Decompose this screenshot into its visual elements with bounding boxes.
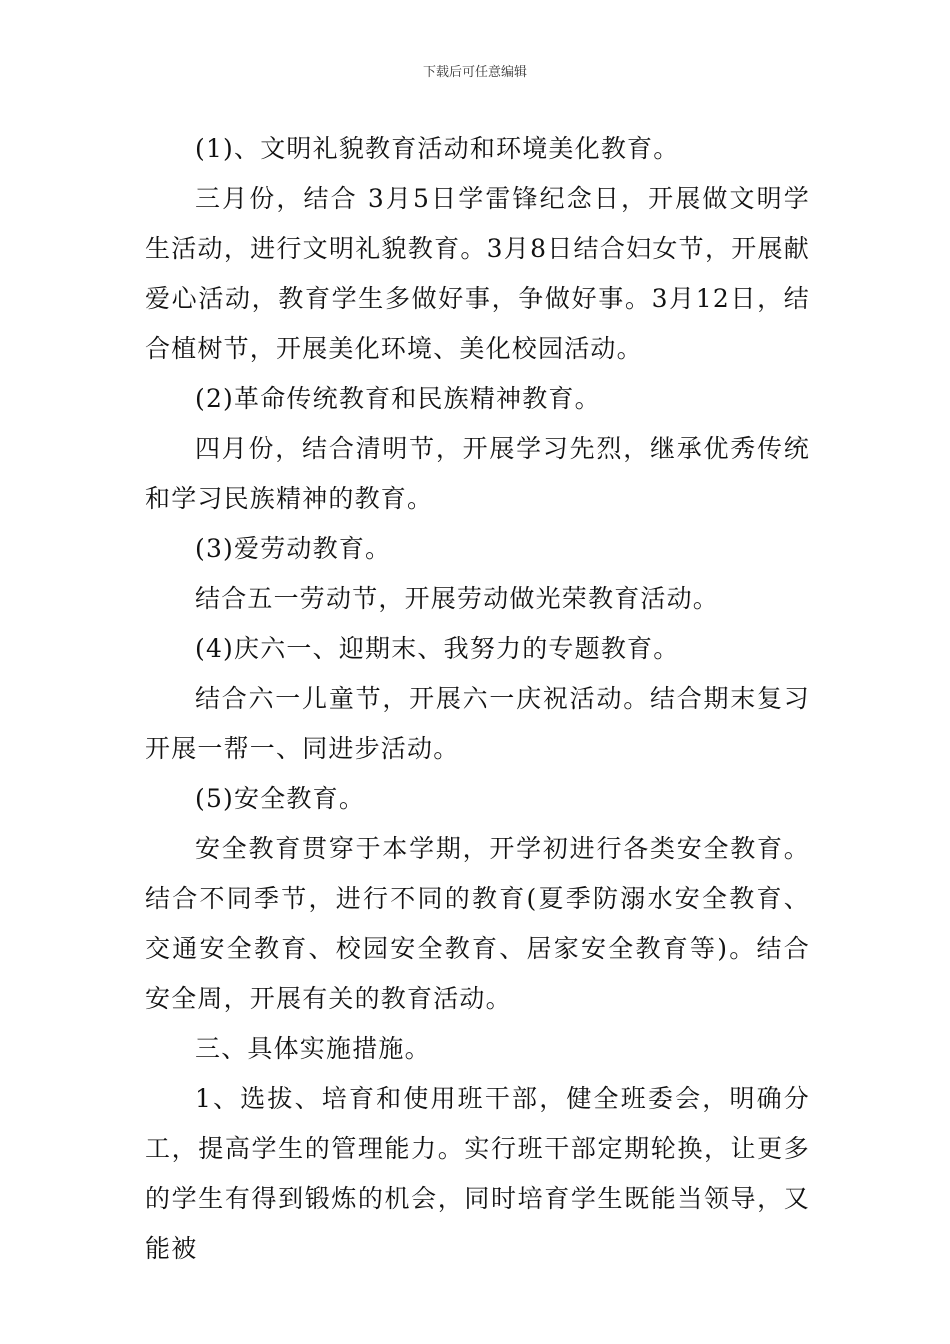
document-body [145, 124, 810, 1274]
section-heading-june-topics: (4)庆六一、迎期末、我努力的专题教育。 [195, 634, 680, 663]
paragraph-class-cadres: 1、选拔、培育和使用班干部，健全班委会，明确分工，提高学生的管理能力。实行班干部定期轮换，让更多的学生有得到锻炼的机会，同时培育学生既能当领导，又能被 [145, 1084, 810, 1263]
paragraph-may-activities: 结合五一劳动节，开展劳动做光荣教育活动。 [195, 584, 720, 613]
section-heading-safety: (5)安全教育。 [195, 784, 366, 813]
page-header: 下载后可任意编辑 [422, 65, 527, 80]
section-heading-labor: (3)爱劳动教育。 [195, 534, 392, 563]
section-heading-revolutionary-tradition: (2)革命传统教育和民族精神教育。 [195, 384, 601, 413]
section-heading-measures: 三、具体实施措施。 [195, 1034, 431, 1063]
paragraph-june-activities: 结合六一儿童节，开展六一庆祝活动。结合期末复习开展一帮一、同进步活动。 [145, 684, 810, 763]
paragraph-march-activities: 三月份，结合 3月5日学雷锋纪念日，开展做文明学生活动，进行文明礼貌教育。3月8日结合妇女节，开展献爱心活动，教育学生多做好事，争做好事。3月12日，结合植树节，开展美化环境、美化校园活动。 [145, 184, 810, 363]
paragraph-april-activities: 四月份，结合清明节，开展学习先烈，继承优秀传统和学习民族精神的教育。 [145, 434, 810, 513]
section-heading-civility: (1)、文明礼貌教育活动和环境美化教育。 [195, 134, 680, 163]
paragraph-safety-activities: 安全教育贯穿于本学期，开学初进行各类安全教育。结合不同季节，进行不同的教育(夏季防溺水安全教育、交通安全教育、校园安全教育、居家安全教育等)。结合安全周，开展有关的教育活动。 [145, 834, 810, 1013]
